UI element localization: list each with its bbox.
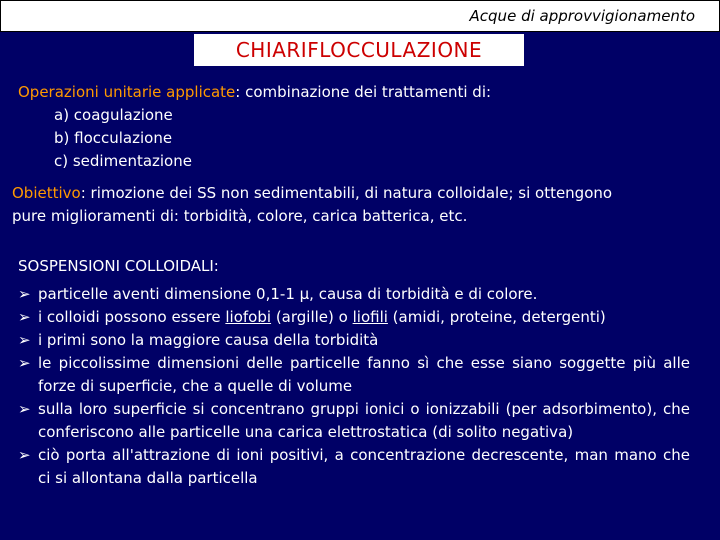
arrow-bullet-icon: ➢ (18, 400, 31, 418)
liofili-term: liofili (352, 308, 388, 326)
obiettivo-section (12, 182, 612, 228)
text-part: i colloidi possono essere (38, 308, 226, 326)
sospensioni-list (18, 283, 690, 490)
list-item-text (38, 306, 690, 329)
obiettivo-line-2: pure miglioramenti di: torbidità, colore, carica batterica, etc. (12, 207, 468, 225)
header-bar (0, 0, 720, 32)
arrow-bullet-icon: ➢ (18, 308, 31, 326)
arrow-bullet-icon: ➢ (18, 354, 31, 372)
text-part: (amidi, proteine, detergenti) (387, 308, 606, 326)
list-item (18, 444, 690, 490)
arrow-bullet-icon: ➢ (18, 446, 31, 464)
list-item-text: i primi sono la maggiore causa della torbidità (38, 331, 379, 349)
obiettivo-label: Obiettivo (12, 184, 81, 202)
list-item-text: le piccolissime dimensioni delle particelle fanno sì che esse siano soggette più alle forze di superficie, che a quelle di volume (38, 354, 690, 395)
obiettivo-text-1: : rimozione dei SS non sedimentabili, di natura colloidale; si ottengono (80, 184, 613, 202)
slide-title: CHIARIFLOCCULAZIONE (194, 34, 524, 66)
list-item-text: ciò porta all'attrazione di ioni positivi, a concentrazione decrescente, man mano che ci si allontana dalla particella (38, 446, 690, 487)
operazioni-text: : combinazione dei trattamenti di: (235, 83, 492, 101)
obiettivo-line-1 (12, 182, 612, 205)
list-item-text: particelle aventi dimensione 0,1-1 μ, causa di torbidità e di colore. (38, 285, 538, 303)
header-title: Acque di approvvigionamento (469, 7, 695, 25)
list-item (18, 306, 690, 329)
list-item (18, 283, 690, 306)
list-item (18, 329, 690, 352)
operazioni-section (18, 81, 491, 173)
operazioni-item-b: b) flocculazione (54, 129, 173, 147)
liofobi-term: liofobi (225, 308, 272, 326)
sospensioni-title: SOSPENSIONI COLLOIDALI: (18, 257, 219, 275)
operazioni-line (18, 81, 491, 104)
text-part: (argille) o (271, 308, 353, 326)
operazioni-item-c: c) sedimentazione (54, 152, 192, 170)
operazioni-item-a: a) coagulazione (54, 106, 173, 124)
list-item (18, 352, 690, 398)
operazioni-label: Operazioni unitarie applicate (18, 83, 236, 101)
list-item (18, 398, 690, 444)
arrow-bullet-icon: ➢ (18, 331, 31, 349)
arrow-bullet-icon: ➢ (18, 285, 31, 303)
list-item-text: sulla loro superficie si concentrano gruppi ionici o ionizzabili (per adsorbimento), che conferiscono alle particelle una carica elettrostatica (di solito negativa) (38, 400, 690, 441)
